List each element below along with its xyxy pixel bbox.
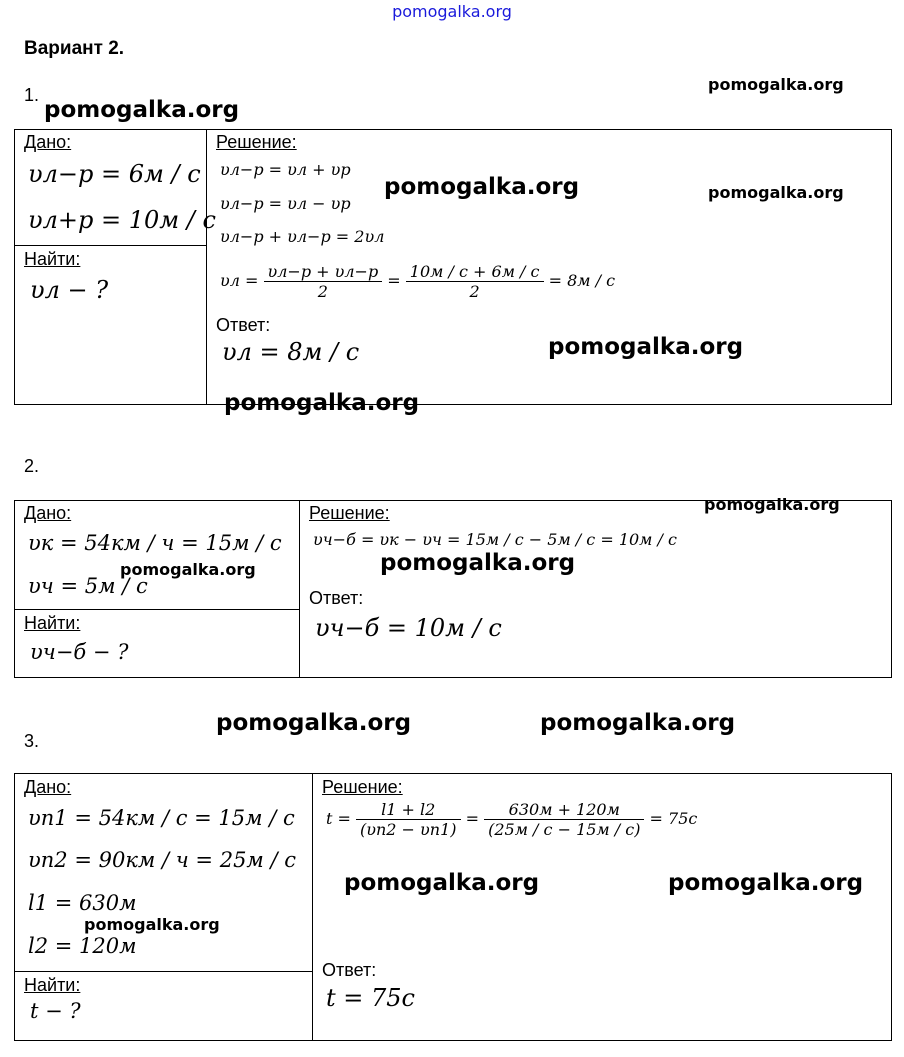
denominator: 2 (317, 282, 328, 301)
fraction (406, 262, 544, 301)
solution-line: υч−б = υк − υч = 15м / с − 5м / с = 10м / с (313, 530, 677, 549)
answer-label: Ответ: (216, 315, 271, 335)
problem-number: 3. (24, 731, 40, 751)
given-item: υч = 5м / с (28, 574, 148, 598)
numerator: 10м / с + 6м / с (406, 262, 544, 282)
variant-title: Вариант 2. (24, 38, 125, 59)
solution-label: Решение: (322, 777, 403, 797)
solution-label: Решение: (309, 503, 390, 523)
formula-result: = 75с (649, 809, 698, 828)
watermark: pomogalka.org (708, 75, 844, 94)
watermark: pomogalka.org (216, 710, 412, 736)
watermark: pomogalka.org (384, 174, 580, 200)
watermark: pomogalka.org (548, 334, 744, 360)
solution-label: Решение: (216, 132, 297, 152)
watermark: pomogalka.org (44, 97, 240, 123)
numerator: l1 + l2 (356, 800, 460, 820)
given-item: υп2 = 90км / ч = 25м / с (28, 848, 297, 872)
formula-result: = 8м / с (548, 271, 616, 290)
answer-label: Ответ: (322, 960, 377, 980)
given-label: Дано: (24, 777, 72, 797)
equals-sign: = (465, 809, 479, 828)
formula-part: t = (326, 809, 351, 828)
numerator: 630м + 120м (484, 800, 644, 820)
given-item: υл+р = 10м / с (28, 206, 216, 234)
solution-formula (220, 262, 615, 301)
row-divider (14, 245, 206, 246)
formula-part: υл = (220, 271, 264, 290)
solution-line: υл−р = υл − υр (220, 194, 351, 213)
equals-sign: = (387, 271, 401, 290)
watermark: pomogalka.org (540, 710, 736, 736)
find-item: υч−б − ? (30, 640, 129, 664)
find-item: υл − ? (30, 276, 109, 304)
row-divider (14, 971, 312, 972)
watermark: pomogalka.org (380, 550, 576, 576)
watermark: pomogalka.org (84, 915, 220, 934)
denominator: 2 (469, 282, 480, 301)
find-label: Найти: (24, 975, 81, 995)
given-label: Дано: (24, 132, 72, 152)
answer-value: υч−б = 10м / с (315, 614, 502, 642)
problem-number: 2. (24, 456, 40, 476)
find-label: Найти: (24, 613, 81, 633)
row-divider (14, 609, 299, 610)
find-label: Найти: (24, 249, 81, 269)
answer-value: υл = 8м / с (222, 338, 360, 366)
answer-value: t = 75с (326, 984, 415, 1012)
watermark: pomogalka.org (120, 560, 256, 579)
watermark: pomogalka.org (668, 870, 864, 896)
answer-label: Ответ: (309, 588, 364, 608)
given-item: υл−р = 6м / с (28, 160, 201, 188)
solution-line: υл−р = υл + υр (220, 160, 351, 179)
solution-formula (326, 800, 697, 839)
watermark: pomogalka.org (708, 183, 844, 202)
solution-line: υл−р + υл−р = 2υл (220, 227, 385, 246)
find-item: t − ? (30, 999, 81, 1023)
site-link[interactable]: pomogalka.org (392, 2, 512, 21)
column-divider (206, 129, 207, 405)
given-item: υп1 = 54км / с = 15м / с (28, 806, 295, 830)
column-divider (299, 500, 300, 678)
numerator: υл−р + υл−р (264, 262, 383, 282)
fraction (356, 800, 460, 839)
problem-number: 1. (24, 85, 40, 105)
given-label: Дано: (24, 503, 72, 523)
column-divider (312, 773, 313, 1041)
watermark: pomogalka.org (224, 390, 420, 416)
watermark: pomogalka.org (704, 495, 840, 514)
watermark: pomogalka.org (344, 870, 540, 896)
given-item: υк = 54км / ч = 15м / с (28, 531, 282, 555)
given-item: l2 = 120м (28, 934, 137, 958)
given-item: l1 = 630м (28, 891, 137, 915)
denominator: (25м / с − 15м / с) (488, 820, 641, 839)
fraction (484, 800, 644, 839)
denominator: (υп2 − υп1) (360, 820, 457, 839)
fraction (264, 262, 383, 301)
